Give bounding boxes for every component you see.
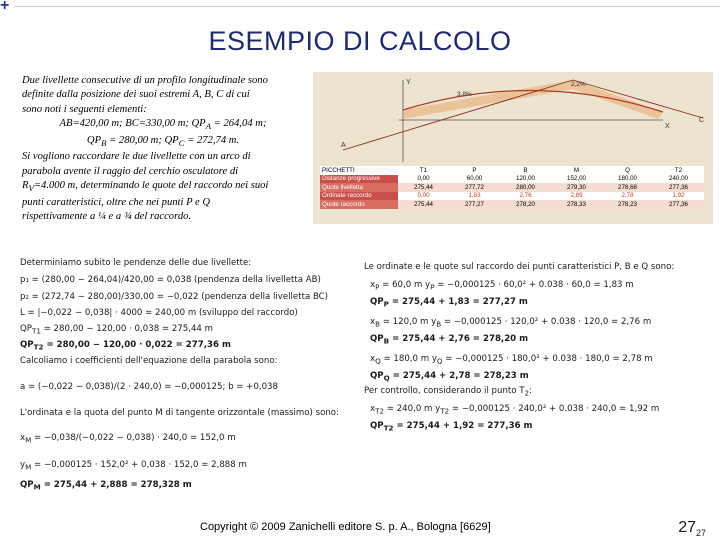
- calc-line: Determiniamo subito le pendenze delle due livellette:: [20, 258, 252, 268]
- table-header-cell: Q: [602, 166, 653, 175]
- table-header-cell: M: [551, 166, 602, 175]
- stake-table: [320, 166, 704, 209]
- left-calculation-column: [20, 258, 360, 508]
- calc-line: $y_M = -0,000125 \cdot 152,0^2 + 0,038 \cdot 152,0 = 2,888$ m: [20, 460, 247, 472]
- table-cell: 278,68: [602, 183, 653, 192]
- intro-line: definite dalla posizione dei suoi estremi A, B, C di cui: [22, 89, 250, 101]
- calc-line: Per controllo, considerando il punto $T_2$:: [364, 386, 532, 398]
- page-number: $27_{27}$: [678, 519, 706, 539]
- intro-line: AB=420,00 m; BC=330,00 m; $QP_A = 264,04$ m;: [59, 118, 267, 132]
- table-cell: 0,00: [398, 175, 449, 184]
- calc-line: p₂ = (272,74 − 280,00)/330,00 = −0,022 (pendenza della livelletta BC): [20, 292, 329, 302]
- table-cell: 277,72: [449, 183, 500, 192]
- table-cell: 279,30: [551, 183, 602, 192]
- plus-icon: +: [0, 0, 10, 14]
- table-cell: 275,44: [398, 183, 449, 192]
- calc-line: $x_B = 120,0$ m $y_B = -0,000125 \cdot 120,0^2 + 0.038 \cdot 120,0 = 2,76$ m: [370, 317, 652, 329]
- table-cell: 240,00: [653, 175, 704, 184]
- table-cell: 180,00: [602, 175, 653, 184]
- table-row-label: Quote raccordo: [320, 200, 398, 209]
- table-cell: 278,23: [602, 200, 653, 209]
- axis-y-label: Y: [406, 79, 411, 86]
- calc-line: $QP_Q = 275,44 + 2,78 = 278,23$ m: [370, 371, 529, 383]
- table-header-cell: B: [500, 166, 551, 175]
- table-header-cell: T2: [653, 166, 704, 175]
- problem-statement: [22, 74, 304, 224]
- intro-line: Due livellette consecutive di un profilo longitudinale sono: [22, 75, 268, 86]
- calc-line: L = |−0,022 − 0,038| · 4000 = 240,00 m (sviluppo del raccordo): [20, 308, 298, 318]
- table-row-label: Quote livelletta: [320, 183, 398, 192]
- intro-line: $QP_B = 280,00$ m; $QP_C = 272,74$ m.: [86, 134, 240, 148]
- table-row-label: Ordinate raccordo: [320, 192, 398, 201]
- intro-line: sono noti i seguenti elementi:: [22, 103, 147, 115]
- calc-line: $x_{T2} = 240,0$ m $y_{T2} = -0,000125 \cdot 240,0^2 + 0.038 \cdot 240,0 = 1,92$ m: [370, 404, 660, 416]
- table-header-row: [320, 166, 704, 175]
- calc-line: $QP_M = 275,44 + 2,888 = 278,328$ m: [20, 480, 192, 492]
- calc-line: $QP_B = 275,44 + 2,76 = 278,20$ m: [370, 334, 529, 346]
- table-cell: 277,36: [653, 200, 704, 209]
- intro-line: punti caratteristici, oltre che nei punti P e Q: [22, 196, 211, 208]
- table-row: [320, 183, 704, 192]
- slide-decoration: [0, 0, 720, 22]
- table-cell: 152,00: [551, 175, 602, 184]
- point-c-label: C: [699, 117, 705, 124]
- calc-line: p₁ = (280,00 − 264,04)/420,00 = 0,038 (pendenza della livelletta AB): [20, 275, 321, 285]
- intro-line: Si vogliono raccordare le due livellette con un arco di: [22, 151, 251, 163]
- calc-line: Le ordinate e le quote sul raccordo dei punti caratteristici P, B e Q sono:: [364, 262, 675, 272]
- table-cell: 2,78: [602, 192, 653, 201]
- calc-line: Calcoliamo i coefficienti dell'equazione della parabola sono:: [20, 356, 278, 366]
- slope-1-label: 3,8%: [457, 91, 472, 98]
- calc-line: a = (−0,022 − 0,038)/(2 · 240,0) = −0,000125; b = +0,038: [20, 382, 278, 392]
- table-header-cell: P: [449, 166, 500, 175]
- slope-2-label: 2,2%: [571, 81, 586, 88]
- table-cell: 60,00: [449, 175, 500, 184]
- table-cell: 1,92: [653, 192, 704, 201]
- right-calculation-column: [364, 262, 710, 437]
- table-cell: 2,89: [551, 192, 602, 201]
- calc-line: $QP_{T2} = 275,44 + 1,92 = 277,36$ m: [370, 421, 533, 433]
- calc-line: $QP_{T1} = 280,00 - 120,00 \cdot 0,038 = 275,44$ m: [20, 324, 213, 336]
- calc-line: $QP_P = 275,44 + 1,83 = 277,27$ m: [370, 297, 528, 309]
- table-cell: 1,83: [449, 192, 500, 201]
- axis-x-label: X: [665, 123, 670, 130]
- table-row: [320, 192, 704, 201]
- calc-line: L'ordinata e la quota del punto M di tangente orizzontale (massimo) sono:: [20, 408, 339, 418]
- table-cell: 280,00: [500, 183, 551, 192]
- intro-line: parabola avente il raggio del cerchio osculatore di: [22, 165, 239, 177]
- intro-line: rispettivamente a ¼ e a ¾ del raccordo.: [22, 210, 192, 222]
- top-rule: [14, 6, 720, 7]
- calc-line: $x_P = 60,0$ m $y_P = -0,000125 \cdot 60,0^2 + 0.038 \cdot 60,0 = 1,83$ m: [370, 280, 634, 292]
- table-row-label: Distanze progressive: [320, 175, 398, 184]
- table-cell: 2,76: [500, 192, 551, 201]
- calc-line: $x_M = -0,038/(-0,022 - 0,038) \cdot 240,0 = 152,0$ m: [20, 433, 236, 445]
- intro-line: $R_V=4.000$ m, determinando le quote del raccordo nei suoi: [22, 180, 269, 194]
- table-cell: 277,27: [449, 200, 500, 209]
- slide-title: ESEMPIO DI CALCOLO: [208, 26, 512, 56]
- table-header-cell: T1: [398, 166, 449, 175]
- calc-line: $x_Q = 180,0$ m $y_Q = -0,000125 \cdot 180,0^2 + 0.038 \cdot 180,0 = 2,78$ m: [370, 354, 653, 366]
- table-row: [320, 200, 704, 209]
- table-header-cell: PICCHETTI: [320, 166, 398, 175]
- table-cell: 277,36: [653, 183, 704, 192]
- copyright-footer: Copyright © 2009 Zanichelli editore S. p. A., Bologna [6629]: [200, 521, 491, 533]
- table-row: [320, 175, 704, 184]
- table-cell: 278,20: [500, 200, 551, 209]
- table-cell: 275,44: [398, 200, 449, 209]
- calc-line: $QP_{T2} = 280,00 - 120,00 \cdot 0,022 = 277,36$ m: [20, 340, 231, 352]
- table-cell: 0,00: [398, 192, 449, 201]
- table-cell: 120,00: [500, 175, 551, 184]
- point-a-label: A: [341, 142, 346, 149]
- table-cell: 278,33: [551, 200, 602, 209]
